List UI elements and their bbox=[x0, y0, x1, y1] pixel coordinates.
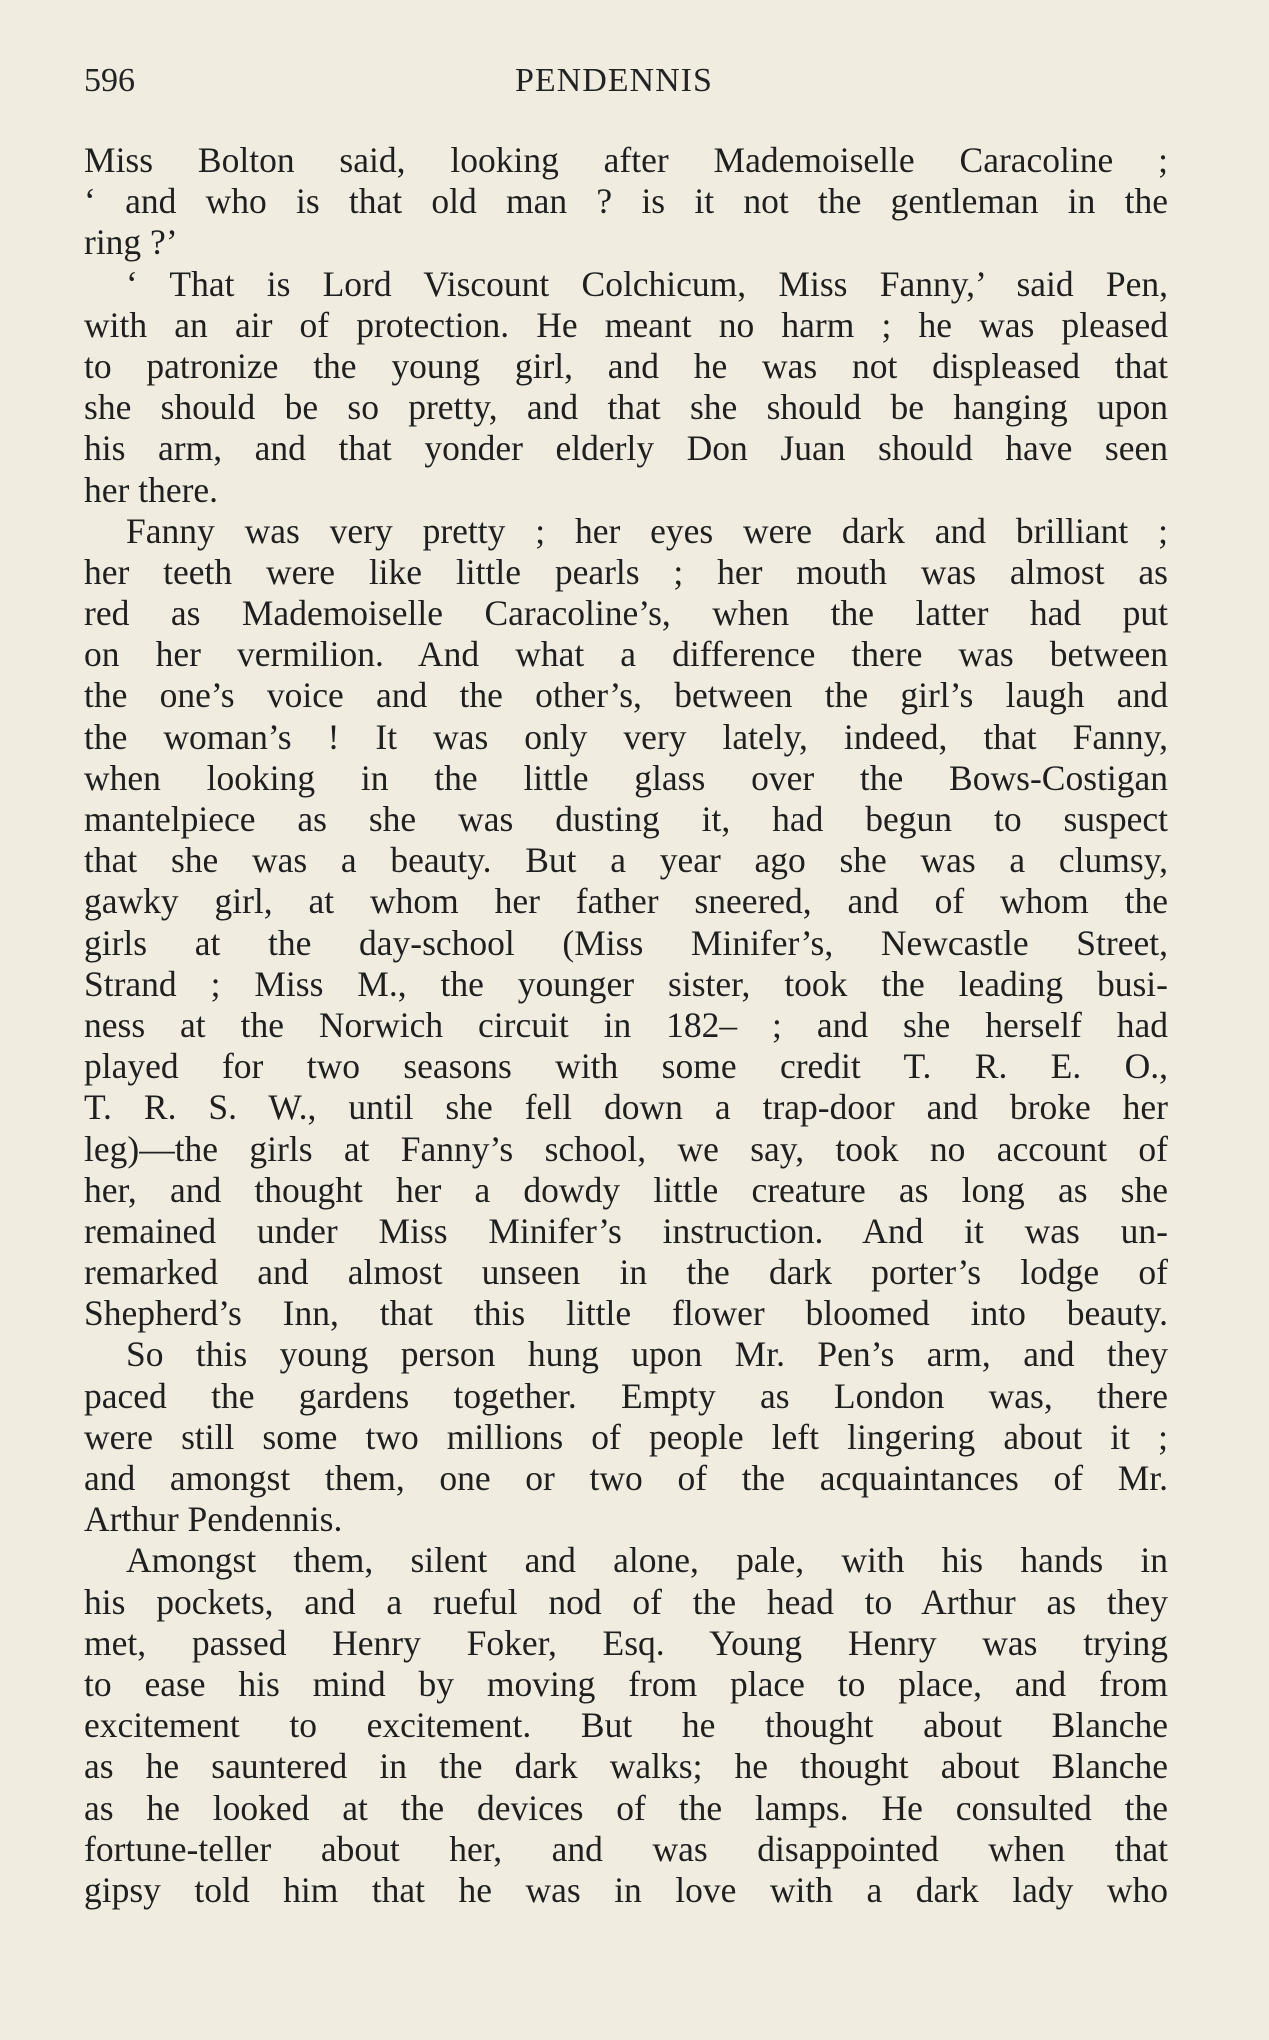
text-line: were still some two millions of people left lingering about it ; bbox=[84, 1416, 1168, 1457]
text-line: and amongst them, one or two of the acquaintances of Mr. bbox=[84, 1458, 1168, 1498]
text-line: red as Mademoiselle Caracoline’s, when the latter had put bbox=[84, 593, 1168, 634]
text-line: as he looked at the devices of the lamps. He consulted the bbox=[84, 1787, 1168, 1828]
text-line: ring ?’ bbox=[84, 222, 178, 263]
text-line: fortune-teller about her, and was disappointed when that bbox=[84, 1828, 1168, 1869]
text-line: when looking in the little glass over the Bows-Costigan bbox=[84, 757, 1168, 798]
text-line: mantelpiece as she was dusting it, had begun to suspect bbox=[84, 799, 1168, 839]
text-line: girls at the day-school (Miss Minifer’s, Newcastle Street, bbox=[84, 922, 1168, 963]
text-line: ‘ and who is that old man ? is it not the gentleman in the bbox=[84, 181, 1168, 222]
text-line: Miss Bolton said, looking after Mademoiselle Caracoline ; bbox=[84, 140, 1168, 180]
text-line: she should be so pretty, and that she should be hanging upon bbox=[84, 387, 1168, 428]
text-line: her, and thought her a dowdy little creature as long as she bbox=[84, 1169, 1168, 1210]
text-line: remained under Miss Minifer’s instruction. And it was un- bbox=[84, 1210, 1168, 1251]
text-line: So this young person hung upon Mr. Pen’s arm, and they bbox=[126, 1334, 1168, 1375]
text-line: on her vermilion. And what a difference there was between bbox=[84, 634, 1168, 675]
text-line: Amongst them, silent and alone, pale, with his hands in bbox=[126, 1540, 1168, 1581]
text-line: paced the gardens together. Empty as London was, there bbox=[84, 1375, 1168, 1416]
text-line: ‘ That is Lord Viscount Colchicum, Miss Fanny,’ said Pen, bbox=[126, 263, 1168, 304]
text-line: his pockets, and a rueful nod of the head to Arthur as they bbox=[84, 1581, 1168, 1622]
text-line: her there. bbox=[84, 469, 219, 510]
text-line: played for two seasons with some credit T. R. E. O., bbox=[84, 1046, 1168, 1087]
text-line: gawky girl, at whom her father sneered, and of whom the bbox=[84, 881, 1168, 922]
page-number: 596 bbox=[84, 62, 135, 99]
text-line: his arm, and that yonder elderly Don Juan should have seen bbox=[84, 428, 1168, 469]
text-line: her teeth were like little pearls ; her mouth was almost as bbox=[84, 551, 1168, 592]
text-line: to ease his mind by moving from place to place, and from bbox=[84, 1663, 1168, 1704]
running-title: PENDENNIS bbox=[515, 62, 713, 99]
text-line: met, passed Henry Foker, Esq. Young Henry was trying bbox=[84, 1622, 1168, 1663]
text-line: excitement to excitement. But he thought about Blanche bbox=[84, 1705, 1168, 1746]
text-line: that she was a beauty. But a year ago she was a clumsy, bbox=[84, 840, 1168, 881]
text-line: gipsy told him that he was in love with a dark lady who bbox=[84, 1869, 1168, 1910]
text-line: ness at the Norwich circuit in 182– ; and she herself had bbox=[84, 1004, 1168, 1045]
text-line: with an air of protection. He meant no harm ; he was pleased bbox=[84, 304, 1168, 345]
text-line: T. R. S. W., until she fell down a trap-door and broke her bbox=[84, 1087, 1168, 1128]
text-line: as he sauntered in the dark walks; he thought about Blanche bbox=[84, 1746, 1168, 1787]
text-line: Arthur Pendennis. bbox=[84, 1499, 343, 1540]
text-line: leg)—the girls at Fanny’s school, we say, took no account of bbox=[84, 1128, 1168, 1169]
text-line: the one’s voice and the other’s, between the girl’s laugh and bbox=[84, 675, 1168, 716]
text-line: Strand ; Miss M., the younger sister, took the leading busi- bbox=[84, 963, 1168, 1004]
text-line: Shepherd’s Inn, that this little flower bloomed into beauty. bbox=[84, 1293, 1168, 1334]
text-line: the woman’s ! It was only very lately, indeed, that Fanny, bbox=[84, 716, 1168, 757]
body-text bbox=[84, 140, 1168, 1911]
text-line: Fanny was very pretty ; her eyes were dark and brilliant ; bbox=[126, 510, 1168, 551]
text-line: to patronize the young girl, and he was not displeased that bbox=[84, 345, 1168, 386]
page-header bbox=[84, 62, 1174, 112]
text-line: remarked and almost unseen in the dark porter’s lodge of bbox=[84, 1252, 1168, 1293]
